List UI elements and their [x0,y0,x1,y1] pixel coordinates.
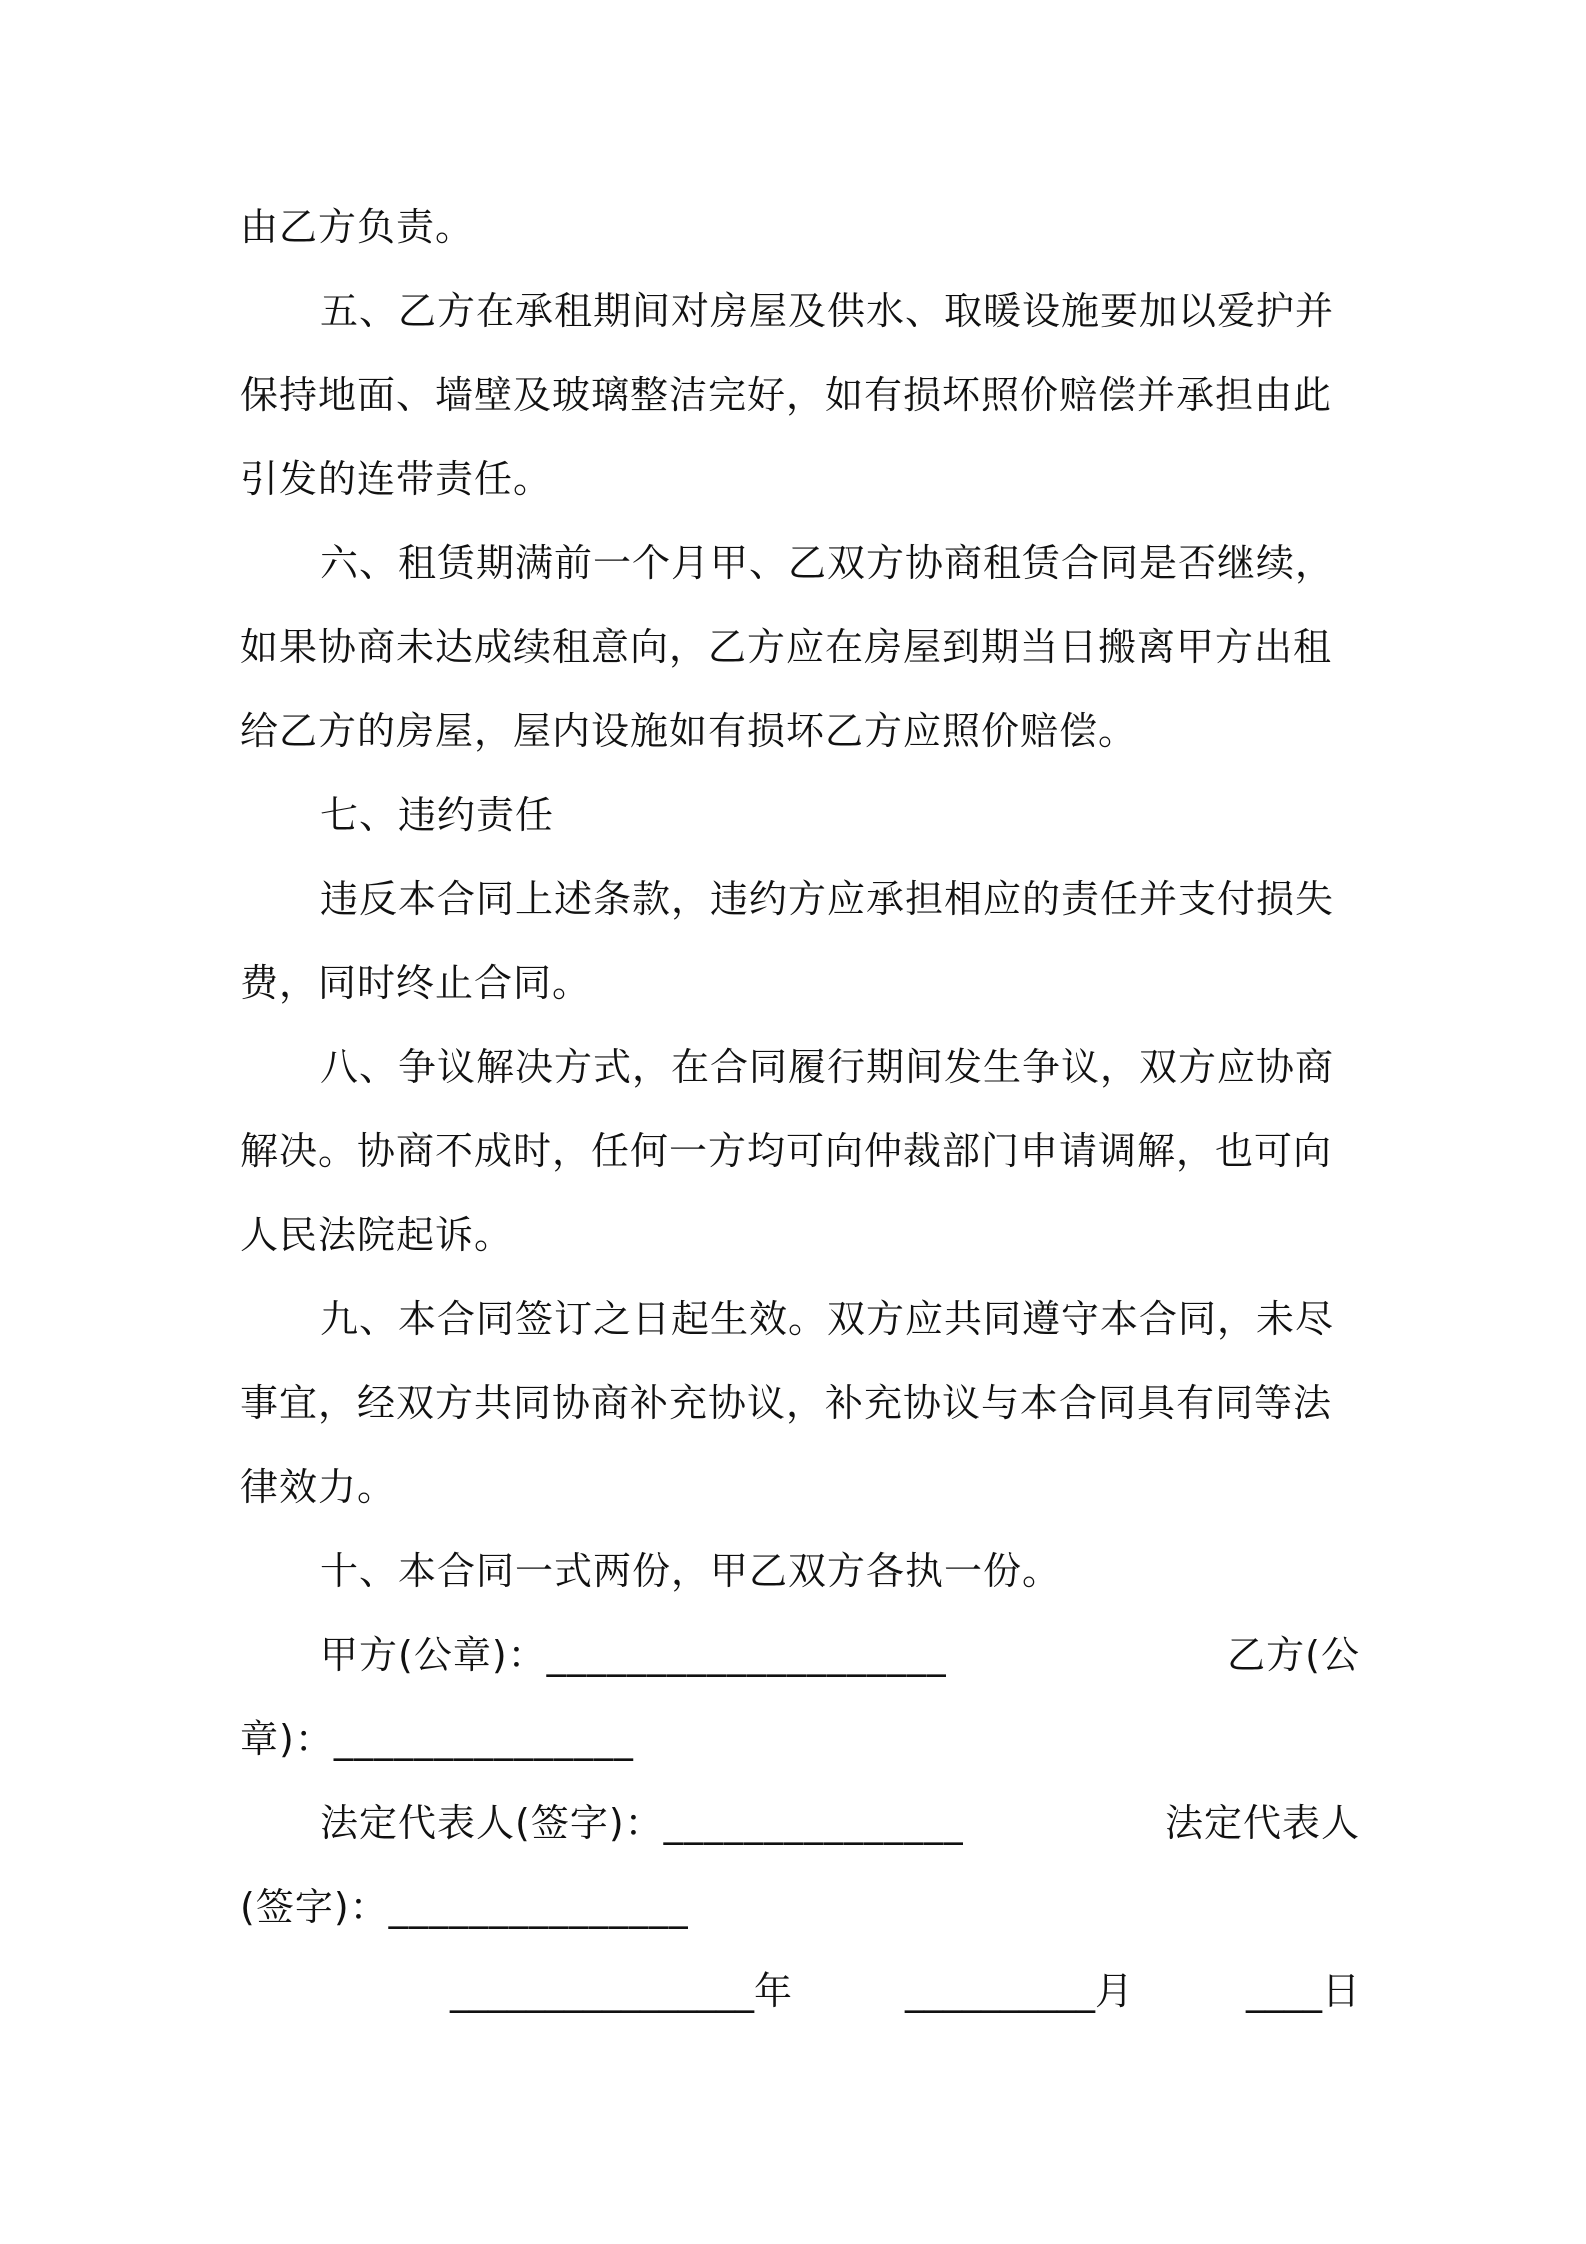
rep-b-sign-label: 法定代表人 [1164,1801,1360,1845]
clause-6-line-3: 给乙方的房屋，屋内设施如有损坏乙方应照价赔偿。 [240,709,1138,753]
party-b-seal-label: 乙方(公 [1227,1633,1360,1677]
clause-9-line-3: 律效力。 [240,1465,397,1509]
rep-a-sign-field: 法定代表人(签字)：_______________ [320,1801,964,1845]
party-a-seal-field: 甲方(公章)：____________________ [320,1633,947,1677]
rep-b-sign-field: (签字)：_______________ [240,1885,689,1929]
clause-9-line-1: 九、本合同签订之日起生效。双方应共同遵守本合同，未尽 [320,1297,1335,1341]
clause-8-line-2: 解决。协商不成时，任何一方均可向仲裁部门申请调解，也可向 [240,1129,1333,1173]
clause-7-line-1: 违反本合同上述条款，违约方应承担相应的责任并支付损失 [320,877,1335,921]
clause-5-line-3: 引发的连带责任。 [240,457,553,501]
signature-rep-row [320,1793,1360,1853]
clause-7-heading: 七、违约责任 [320,793,555,837]
clause-6-line-2: 如果协商未达成续租意向，乙方应在房屋到期当日搬离甲方出租 [240,625,1333,669]
clause-7-line-2: 费，同时终止合同。 [240,961,592,1005]
clause-5-line-1: 五、乙方在承租期间对房屋及供水、取暖设施要加以爱护并 [320,289,1335,333]
date-day: ____日 [1245,1969,1360,2013]
clause-6-line-1: 六、租赁期满前一个月甲、乙双方协商租赁合同是否继续， [320,541,1335,585]
clause-5-line-2: 保持地面、墙壁及玻璃整洁完好，如有损坏照价赔偿并承担由此 [240,373,1333,417]
party-b-seal-field: 章)：_______________ [240,1717,634,1761]
clause-8-line-3: 人民法院起诉。 [240,1213,514,1257]
text-line: 由乙方负责。 [240,205,475,249]
date-year: ________________年 [450,1969,793,2013]
clause-8-line-1: 八、争议解决方式，在合同履行期间发生争议，双方应协商 [320,1045,1335,1089]
signature-party-row [320,1625,1360,1685]
clause-9-line-2: 事宜，经双方共同协商补充协议，补充协议与本合同具有同等法 [240,1381,1333,1425]
date-month: __________月 [904,1969,1133,2013]
date-row [450,1961,1360,2021]
clause-10-line: 十、本合同一式两份，甲乙双方各执一份。 [320,1549,1062,1593]
